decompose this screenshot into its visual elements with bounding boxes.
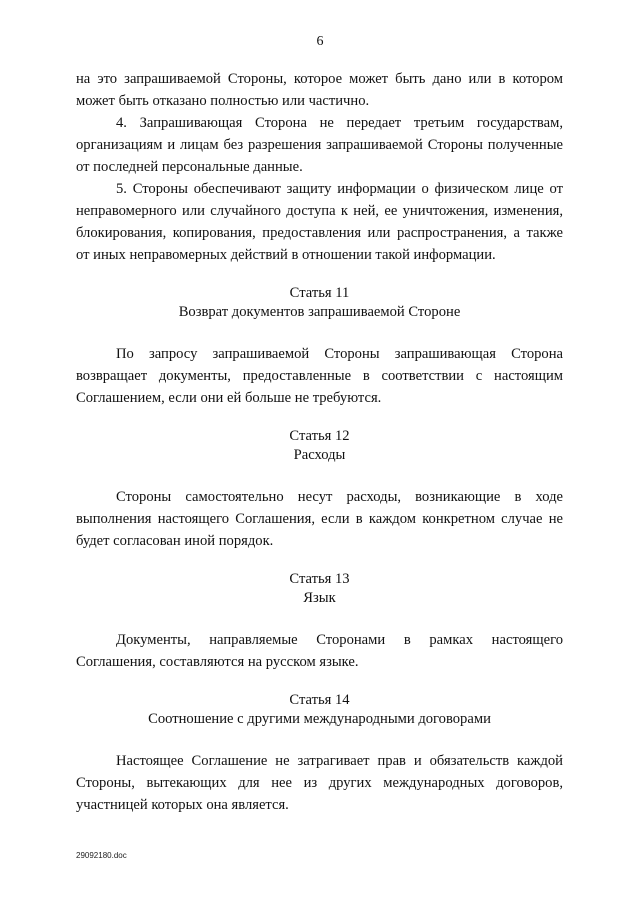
article-12-body: Стороны самостоятельно несут расходы, возникающие в ходе выполнения настоящего Соглашения, если в каждом конкретном случае не будет согласован иной порядок. xyxy=(76,489,563,549)
article-14-number: Статья 14 xyxy=(289,692,350,708)
continuation-paragraph: на это запрашиваемой Стороны, которое может быть дано или в котором может быть отказано полностью или частично. xyxy=(76,71,563,109)
article-14-body: Настоящее Соглашение не затрагивает прав и обязательств каждой Стороны, вытекающих для нее из других международных договоров, участницей которых она является. xyxy=(76,753,563,813)
file-name-footer: 29092180.doc xyxy=(76,851,127,860)
page-number: 6 xyxy=(316,34,324,49)
document-body xyxy=(76,68,563,816)
article-12-heading xyxy=(76,427,563,465)
item-5-paragraph: 5. Стороны обеспечивают защиту информации о физическом лице от неправомерного или случайного доступа к ней, ее уничтожения, изменения, блокирования, копирования, предоставления или распространения, а также от иных неправомерных действий в отношении такой информации. xyxy=(76,181,563,263)
article-13-title: Язык xyxy=(303,590,336,606)
article-14-heading xyxy=(76,691,563,729)
article-12-number: Статья 12 xyxy=(289,428,350,444)
item-4-paragraph: 4. Запрашивающая Сторона не передает третьим государствам, организациям и лицам без разрешения запрашиваемой Стороны полученные от последней персональные данные. xyxy=(76,115,563,175)
article-11-body: По запросу запрашиваемой Стороны запрашивающая Сторона возвращает документы, предоставленные в соответствии с настоящим Соглашением, если они ей больше не требуются. xyxy=(76,346,563,406)
article-12-title: Расходы xyxy=(293,447,346,463)
article-11-heading xyxy=(76,284,563,322)
article-13-number: Статья 13 xyxy=(289,571,350,587)
article-13-heading xyxy=(76,570,563,608)
article-14-title: Соотношение с другими международными договорами xyxy=(148,711,491,727)
article-11-title: Возврат документов запрашиваемой Стороне xyxy=(178,304,461,320)
article-11-number: Статья 11 xyxy=(289,285,350,301)
article-13-body: Документы, направляемые Сторонами в рамках настоящего Соглашения, составляются на русском языке. xyxy=(76,632,563,670)
